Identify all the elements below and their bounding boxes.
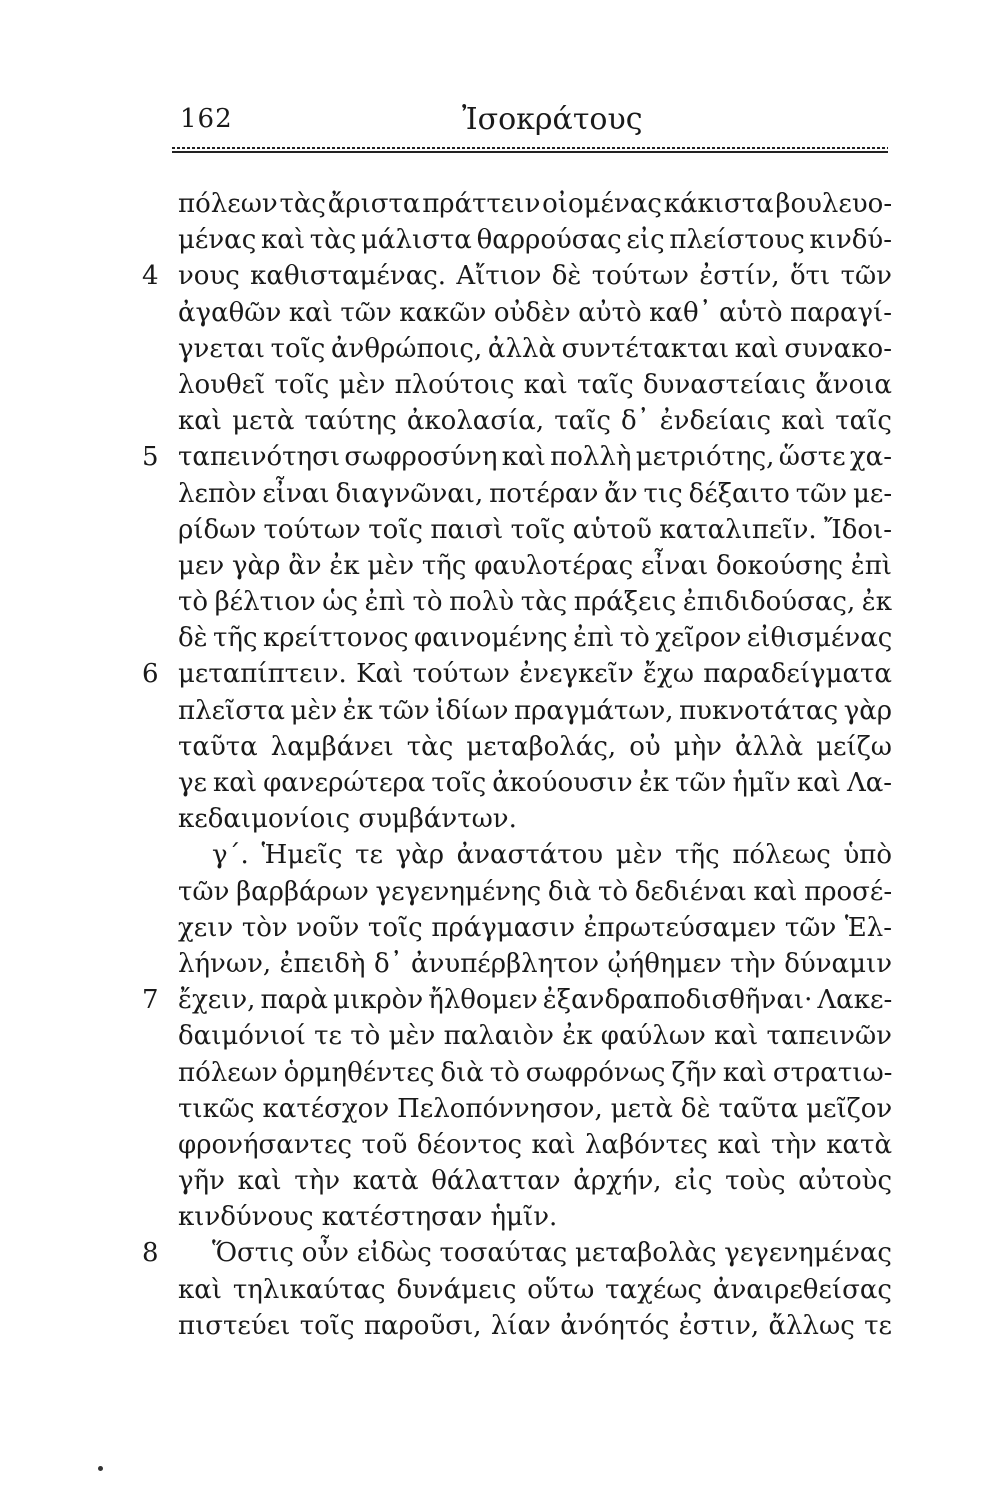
running-head (172, 100, 888, 140)
line-text: πλεῖστα μὲν ἐκ τῶν ἰδίων πραγμάτων, πυκνοτάτας γὰρ (178, 695, 893, 726)
text-line (178, 1308, 892, 1344)
line-text: τῶν βαρβάρων γεγενημένης διὰ τὸ δεδιέναι καὶ προσέ- (178, 876, 893, 907)
text-line (178, 1055, 892, 1091)
section-number: 5 (142, 442, 159, 473)
text-line (178, 476, 892, 512)
text-line (178, 222, 892, 258)
line-text: γε καὶ φανερώτερα τοῖς ἀκούουσιν ἐκ τῶν ἡμῖν καὶ Λα- (178, 768, 893, 798)
paper-speck (98, 1466, 103, 1471)
line-text: μεταπίπτειν. Καὶ τούτων ἐνεγκεῖν ἔχω παραδείγματα (178, 659, 892, 690)
text-line (178, 295, 892, 331)
text-line (178, 548, 892, 584)
line-text: γ΄. Ἡμεῖς τε γὰρ ἀναστάτου μὲν τῆς πόλεως ὑπὸ (212, 840, 892, 871)
text-line (178, 801, 892, 837)
text-line (142, 982, 893, 1018)
line-text: δαιμόνιοί τε τὸ μὲν παλαιὸν ἐκ φαύλων καὶ ταπεινῶν (178, 1021, 892, 1052)
line-text: τὸ βέλτιον ὡς ἐπὶ τὸ πολὺ τὰς πράξεις ἐπιδιδούσας, ἐκ (178, 587, 893, 618)
line-text: πόλεων ὁρμηθέντες διὰ τὸ σωφρόνως ζῆν καὶ στρατιω- (178, 1057, 893, 1088)
text-line (178, 403, 892, 439)
line-text: κινδύνους κατέστησαν ἡμῖν. (178, 1202, 558, 1233)
line-text: ταπεινότησι σωφροσύνη καὶ πολλὴ μετριότης, ὥστε χα- (178, 442, 892, 473)
text-line (178, 584, 892, 620)
text-line (178, 837, 892, 873)
text-line (142, 439, 892, 475)
line-text: χειν τὸν νοῦν τοῖς πράγμασιν ἐπρωτεύσαμεν τῶν Ἑλ- (178, 912, 892, 943)
section-number: 6 (142, 659, 159, 690)
text-line (178, 1127, 892, 1163)
header-rule (172, 147, 888, 153)
line-text: ρίδων τούτων τοῖς παισὶ τοῖς αὑτοῦ καταλιπεῖν. Ἴδοι- (178, 514, 892, 545)
text-line (178, 620, 892, 656)
text-line (178, 331, 892, 367)
line-text: ταῦτα λαμβάνει τὰς μεταβολάς, οὐ μὴν ἀλλὰ μείζω (178, 731, 892, 762)
line-text: λουθεῖ τοῖς μὲν πλούτοις καὶ ταῖς δυναστείαις ἄνοια (178, 369, 892, 400)
text-line (178, 1272, 892, 1308)
running-title: Ἰσοκράτους (462, 102, 643, 137)
section-number: 7 (142, 985, 159, 1016)
text-line (142, 1235, 892, 1271)
text-line (178, 1163, 892, 1199)
line-text: γνεται τοῖς ἀνθρώποις, ἀλλὰ συντέτακται καὶ συνακο- (178, 333, 892, 364)
line-text: καὶ τηλικαύτας δυνάμεις οὕτω ταχέως ἀναιρεθείσας (178, 1274, 892, 1305)
line-text: μεν γὰρ ἂν ἐκ μὲν τῆς φαυλοτέρας εἶναι δοκούσης ἐπὶ (178, 550, 892, 581)
text-line (178, 512, 892, 548)
text-line (178, 946, 892, 982)
text-line (178, 765, 892, 801)
line-text: τικῶς κατέσχον Πελοπόννησον, μετὰ δὲ ταῦτα μεῖζον (178, 1093, 893, 1124)
line-text: γῆν καὶ τὴν κατὰ θάλατταν ἀρχήν, εἰς τοὺς αὐτοὺς (178, 1166, 892, 1197)
text-line (178, 186, 892, 222)
section-number: 8 (142, 1238, 159, 1269)
text-line (178, 693, 892, 729)
line-text: νους καθισταμένας. Αἴτιον δὲ τούτων ἐστίν, ὅτι τῶν (178, 261, 892, 292)
section-number: 4 (142, 261, 159, 292)
text-line (178, 910, 892, 946)
line-text: μένας καὶ τὰς μάλιστα θαρρούσας εἰς πλείστους κινδύ- (178, 225, 892, 256)
text-line (178, 367, 892, 403)
line-text: ἀγαθῶν καὶ τῶν κακῶν οὐδὲν αὐτὸ καθ᾽ αὑτὸ παραγί- (178, 297, 893, 328)
line-text: πιστεύει τοῖς παροῦσι, λίαν ἀνόητός ἐστιν, ἄλλως τε (178, 1310, 892, 1341)
line-text: φρονήσαντες τοῦ δέοντος καὶ λαβόντες καὶ τὴν κατὰ (178, 1129, 892, 1160)
text-line (178, 1199, 892, 1235)
text-line (178, 1091, 892, 1127)
line-text: πόλεων τὰς ἄριστα πράττειν οἰομένας κάκιστα βουλευο- (178, 189, 893, 219)
line-text: λήνων, ἐπειδὴ δ᾽ ἀνυπέρβλητον ᾠήθημεν τὴν δύναμιν (178, 948, 892, 979)
text-line (178, 874, 892, 910)
text-line (142, 656, 892, 692)
page-number: 162 (180, 104, 233, 134)
line-text: λεπὸν εἶναι διαγνῶναι, ποτέραν ἄν τις δέξαιτο τῶν με- (178, 478, 893, 509)
line-text: δὲ τῆς κρείττονος φαινομένης ἐπὶ τὸ χεῖρον εἰθισμένας (178, 623, 893, 654)
line-text: Ὅστις οὖν εἰδὼς τοσαύτας μεταβολὰς γεγενημένας (212, 1238, 892, 1269)
line-text: ἔχειν, παρὰ μικρὸν ἤλθομεν ἐξανδραποδισθῆναι· Λακε- (178, 985, 893, 1016)
body-text (142, 186, 893, 1344)
text-line (178, 729, 892, 765)
line-text: κεδαιμονίοις συμβάντων. (178, 804, 517, 835)
text-line (142, 258, 892, 294)
text-line (178, 1018, 892, 1054)
line-text: καὶ μετὰ ταύτης ἀκολασία, ταῖς δ᾽ ἐνδείαις καὶ ταῖς (178, 406, 892, 437)
